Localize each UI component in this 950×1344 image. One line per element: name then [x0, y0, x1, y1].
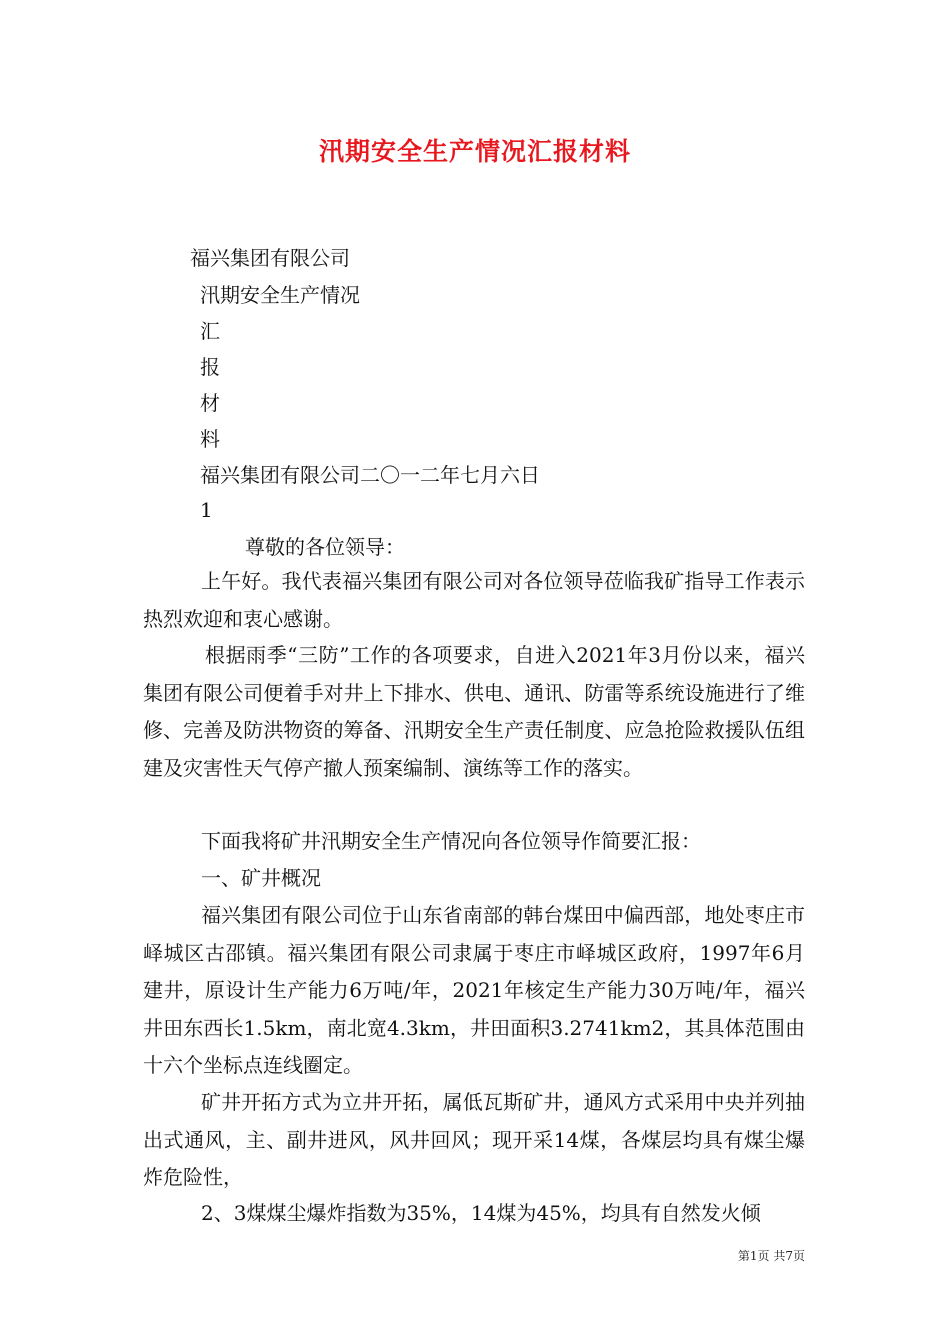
paragraph-intro: 下面我将矿井汛期安全生产情况向各位领导作简要汇报： — [201, 829, 701, 853]
paragraph-preparation: 根据雨季“三防”工作的各项要求，自进入2021年3月份以来，福兴集团有限公司便着手对井上下排水、供电、通讯、防雷等系统设施进行了维修、完善及防洪物资的筹备、汛期安全生产责任制度、应急抢险救援队伍组建及灾害性天气停产撤人预案编制、演练等工作的落实。 — [143, 643, 805, 780]
paragraph-overview: 福兴集团有限公司位于山东省南部的韩台煤田中偏西部，地处枣庄市峄城区古邵镇。福兴集团有限公司隶属于枣庄市峄城区政府，1997年6月建井，原设计生产能力6万吨/年，2021年核定生产能力30万吨/年，福兴井田东西长1.5km，南北宽4.3km，井田面积3.2741km2，其具体范围由十六个坐标点连线圈定。 — [143, 903, 805, 1077]
cover-subtitle: 汛期安全生产情况 — [200, 283, 360, 307]
cover-char: 料 — [200, 427, 220, 451]
cover-char: 报 — [200, 355, 220, 379]
cover-company: 福兴集团有限公司 — [190, 246, 350, 270]
paragraph-mining-method: 矿井开拓方式为立井开拓，属低瓦斯矿井，通风方式采用中央并列抽出式通风，主、副井进风，风井回风；现开采14煤，各煤层均具有煤尘爆炸危险性， — [143, 1090, 805, 1189]
page-footer: 第1页 共7页 — [737, 1249, 805, 1263]
cover-char: 材 — [200, 391, 220, 415]
paragraph-coal-dust: 2、3煤煤尘爆炸指数为35%，14煤为45%，均具有自然发火倾 — [201, 1201, 761, 1225]
greeting: 尊敬的各位领导： — [245, 535, 405, 559]
document-title: 汛期安全生产情况汇报材料 — [318, 137, 631, 166]
paragraph-welcome: 上午好。我代表福兴集团有限公司对各位领导莅临我矿指导工作表示热烈欢迎和衷心感谢。 — [143, 569, 805, 631]
cover-number: 1 — [200, 498, 213, 522]
cover-char: 汇 — [200, 319, 220, 343]
cover-date-line: 福兴集团有限公司二〇一二年七月六日 — [200, 463, 540, 487]
section-heading: 一、矿井概况 — [201, 866, 321, 890]
